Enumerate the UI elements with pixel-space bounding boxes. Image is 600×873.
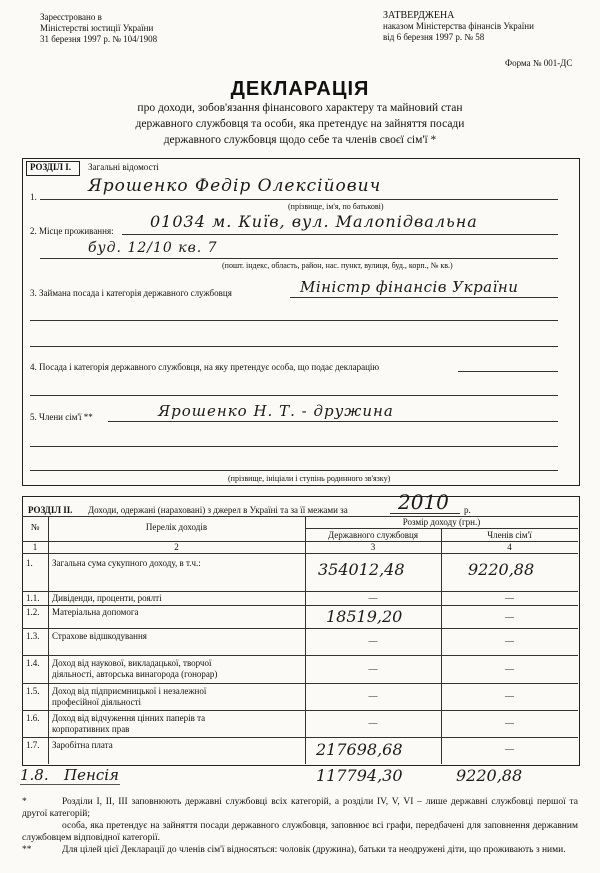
row-divider bbox=[22, 605, 578, 606]
row-label: Загальна сума сукупного доходу, в т.ч.: bbox=[52, 558, 201, 568]
row-family-value[interactable]: 9220,88 bbox=[456, 766, 523, 785]
footnote-text: Розділи I, II, III заповнюють державні службовці всіх категорій, а розділи IV, V, VI – лише державні службовці першої та другої категорій; bbox=[22, 797, 578, 819]
field-5-line3 bbox=[30, 470, 558, 471]
row-official-value[interactable]: 117794,30 bbox=[316, 766, 403, 785]
footnote-marker: * bbox=[22, 797, 27, 807]
field-5-caption: (прізвище, ініціали і ступінь родинного зв'язку) bbox=[228, 474, 391, 483]
reg-line: Зареєстровано в bbox=[40, 12, 102, 22]
section-2-title: РОЗДІЛ ІІ. bbox=[28, 505, 73, 515]
section-2-year-suffix: р. bbox=[464, 505, 471, 515]
row-number: 1. bbox=[26, 558, 33, 568]
reg-line: Міністерстві юстиції України bbox=[40, 23, 154, 33]
footnote-3 bbox=[22, 844, 578, 856]
row-label bbox=[52, 658, 217, 680]
row-divider bbox=[22, 737, 578, 738]
row-divider bbox=[22, 683, 578, 684]
field-1-name-value[interactable]: Ярошенко Федір Олексійович bbox=[88, 176, 382, 196]
row-label: Страхове відшкодування bbox=[52, 631, 147, 641]
col-number: 4 bbox=[507, 542, 512, 552]
field-2-address-line2[interactable]: буд. 12/10 кв. 7 bbox=[88, 240, 218, 256]
row-divider bbox=[22, 710, 578, 711]
row-family-value[interactable]: — bbox=[505, 664, 514, 674]
row-official-value[interactable]: 18519,20 bbox=[326, 607, 403, 626]
handwritten-underline bbox=[20, 784, 120, 785]
field-1-number: 1. bbox=[30, 192, 37, 202]
row-divider bbox=[22, 628, 578, 629]
row-number: 1.5. bbox=[26, 686, 40, 696]
form-number: Форма № 001-ДС bbox=[505, 58, 573, 68]
subtitle-line: державного службовця та особи, яка претендує на зайняття посади bbox=[135, 118, 465, 130]
field-3-line1 bbox=[290, 297, 558, 298]
field-4-label: 4. Посада і категорія державного службовця, на яку претендує особа, що подає декларацію bbox=[30, 362, 380, 372]
row-official-value[interactable]: 354012,48 bbox=[318, 560, 405, 579]
row-divider bbox=[22, 655, 578, 656]
row-label: Дивіденди, проценти, роялті bbox=[52, 593, 162, 603]
row-number: 1.2. bbox=[26, 607, 40, 617]
row-number: 1.4. bbox=[26, 658, 40, 668]
row-label: Заробітна плата bbox=[52, 740, 113, 750]
field-5-line1 bbox=[108, 421, 558, 422]
col-header-size: Розмір доходу (грн.) bbox=[402, 517, 481, 527]
col-number: 1 bbox=[32, 542, 38, 552]
field-2-line1 bbox=[122, 234, 558, 235]
row-label-line: Доход від підприємницької і незалежної bbox=[52, 686, 207, 696]
section-2-year-value[interactable]: 2010 bbox=[398, 490, 449, 514]
row-label: Матеріальна допомога bbox=[52, 607, 139, 617]
reg-line: 31 березня 1997 р. № 104/1908 bbox=[40, 34, 158, 44]
row-family-value[interactable]: — bbox=[505, 593, 514, 603]
table-colnum-line bbox=[22, 553, 578, 554]
row-label bbox=[52, 686, 206, 708]
approval-line: від 6 березня 1997 р. № 58 bbox=[383, 32, 485, 42]
row-label-line: Доход від відчуження цінних паперів та bbox=[52, 713, 206, 723]
footnotes bbox=[22, 796, 578, 856]
field-1-caption: (прізвище, ім'я, по батькові) bbox=[288, 202, 384, 211]
field-3-position-value[interactable]: Міністр фінансів України bbox=[300, 278, 519, 296]
row-official-value[interactable]: — bbox=[368, 691, 378, 701]
col-header-official: Державного службовця bbox=[328, 530, 418, 540]
approval-note bbox=[383, 10, 593, 43]
subtitle-line: державного службовця щодо себе та членів своєї сім'ї * bbox=[163, 134, 437, 146]
col-header-list: Перелік доходів bbox=[145, 522, 208, 532]
field-2-address-line1[interactable]: 01034 м. Київ, вул. Малопідвальна bbox=[150, 212, 478, 231]
row-label-line: корпоративних прав bbox=[52, 724, 130, 734]
row-divider bbox=[22, 591, 578, 592]
row-number: 1.6. bbox=[26, 713, 40, 723]
col-header-no: № bbox=[30, 522, 40, 532]
field-3-line2 bbox=[30, 320, 558, 321]
footnote-1 bbox=[22, 796, 578, 820]
row-official-value[interactable]: — bbox=[368, 664, 378, 674]
field-5-family-value[interactable]: Ярошенко Н. Т. - дружина bbox=[158, 402, 394, 420]
row-official-value[interactable]: — bbox=[368, 593, 378, 603]
footnote-text: Для цілей цієї Декларації до членів сім'ї відносяться: чоловік (дружина), батьки та неодружені діти, що проживають з ними. bbox=[62, 845, 566, 855]
registration-note bbox=[40, 12, 240, 45]
row-number: 1.7. bbox=[26, 740, 40, 750]
row-label bbox=[52, 713, 205, 735]
row-label-line: професійної діяльності bbox=[52, 697, 142, 707]
section-2-description: Доходи, одержані (нараховані) з джерел в Україні та за її межами за bbox=[88, 505, 348, 515]
row-family-value[interactable]: — bbox=[505, 612, 514, 622]
row-official-value[interactable]: — bbox=[368, 636, 378, 646]
approval-line: ЗАТВЕРДЖЕНА bbox=[383, 10, 455, 21]
row-family-value[interactable]: — bbox=[505, 744, 514, 754]
section-1-subtitle: Загальні відомості bbox=[88, 162, 159, 172]
col-number: 2 bbox=[174, 542, 179, 552]
field-5-line2 bbox=[30, 446, 558, 447]
field-2-caption: (пошт. індекс, область, район, нас. пункт, вулиця, буд., корп., № кв.) bbox=[222, 261, 453, 270]
field-1-line bbox=[40, 199, 558, 200]
page-title: ДЕКЛАРАЦІЯ bbox=[230, 78, 370, 100]
table-col-divider bbox=[48, 517, 49, 764]
field-2-label: 2. Місце проживання: bbox=[30, 226, 114, 236]
col-header-family: Членів сім'ї bbox=[487, 530, 532, 540]
row-official-value[interactable]: 217698,68 bbox=[316, 740, 403, 759]
footnote-marker: ** bbox=[22, 845, 32, 855]
field-4-line2 bbox=[30, 395, 558, 396]
approval-line: наказом Міністерства фінансів України bbox=[383, 21, 534, 31]
subtitle-line: про доходи, зобов'язання фінансового характеру та майновий стан bbox=[137, 102, 463, 114]
row-official-value[interactable]: — bbox=[368, 718, 378, 728]
section-1-title: РОЗДІЛ І. bbox=[30, 162, 72, 172]
col-number: 3 bbox=[370, 542, 376, 552]
footnote-2: особа, яка претендує на зайняття посади державного службовця, заповнює всі графи, передбачені для заповнення державним службовцем відповідної категорії. bbox=[22, 821, 578, 843]
row-label-line: Доход від наукової, викладацької, творчої bbox=[52, 658, 212, 668]
field-2-line2 bbox=[40, 258, 558, 259]
field-5-label: 5. Члени сім'ї ** bbox=[30, 412, 93, 422]
row-family-value[interactable]: — bbox=[505, 718, 514, 728]
page-subtitle bbox=[0, 100, 600, 148]
row-number: 1.3. bbox=[26, 631, 40, 641]
row-number[interactable]: 1.8. bbox=[20, 766, 49, 784]
field-4-line1 bbox=[458, 371, 558, 372]
row-label-line: діяльності, авторська винагорода (гонорар) bbox=[52, 669, 218, 679]
section-2-year-line bbox=[390, 513, 460, 514]
row-label[interactable]: Пенсія bbox=[64, 766, 119, 784]
row-family-value[interactable]: 9220,88 bbox=[468, 560, 535, 579]
field-3-line3 bbox=[30, 346, 558, 347]
row-family-value[interactable]: — bbox=[505, 691, 514, 701]
field-3-label: 3. Займана посада і категорія державного службовця bbox=[30, 288, 232, 298]
row-number: 1.1. bbox=[26, 593, 40, 603]
row-family-value[interactable]: — bbox=[505, 636, 514, 646]
